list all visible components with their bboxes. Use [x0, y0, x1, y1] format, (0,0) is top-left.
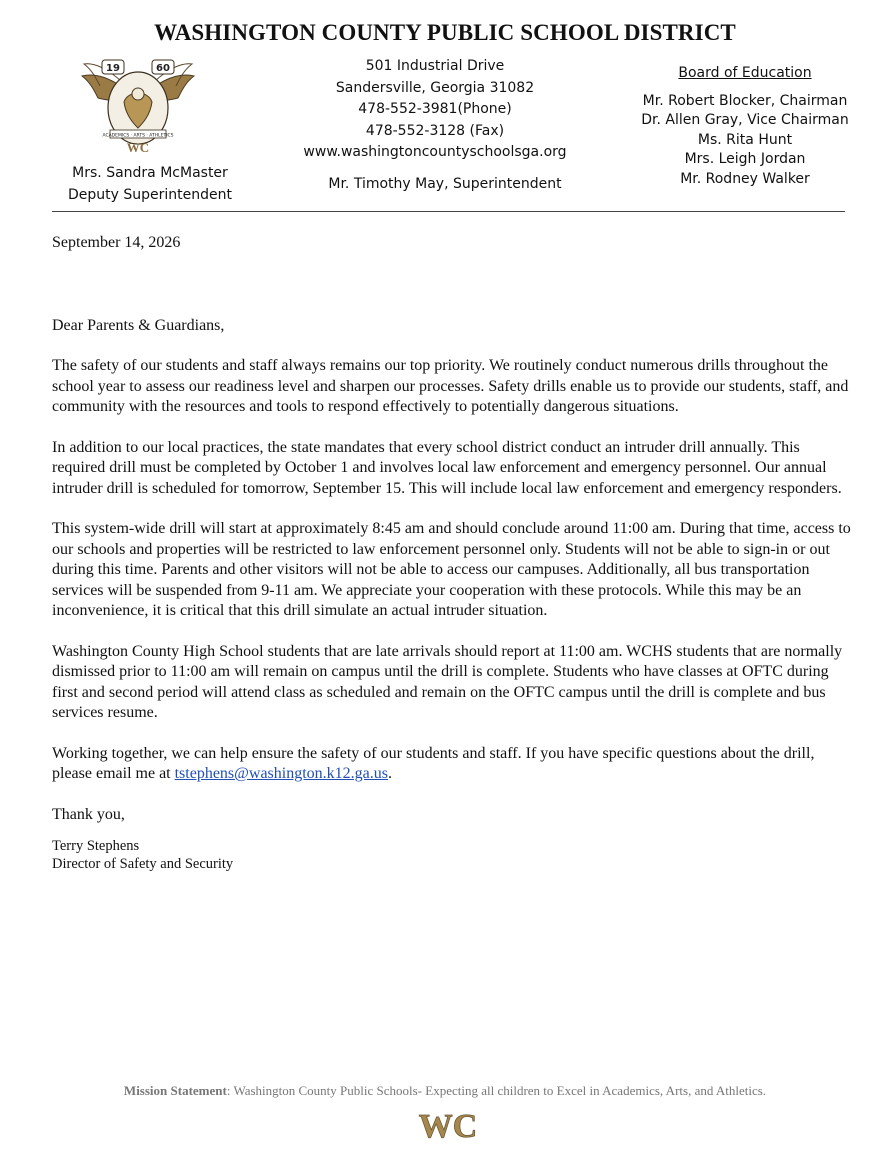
- letter-paragraph: The safety of our students and staff always remains our top priority. We routinely conduct numerous drills throughout the school year to assess our readiness level and sharpen our processes. Safety drills enable us to provide our students, staff, and community with the resources and tools to respond effectively to potentially dangerous situations.: [52, 357, 849, 415]
- board-member: Mr. Robert Blocker, Chairman: [642, 92, 848, 109]
- contact-email-link[interactable]: tstephens@washington.k12.ga.us: [174, 765, 388, 782]
- board-heading: Board of Education: [678, 65, 812, 81]
- mission-label: Mission Statement: [123, 1083, 227, 1098]
- letter-paragraph: This system-wide drill will start at approximately 8:45 am and should conclude around 11:00 am. During that time, access to our schools and properties will be restricted to law enforcement personnel only. Students will not be able to sign-in or out during this time. Parents and other visitors will not be able to access our campuses. Additionally, all bus transportation services will be suspended from 9-11 am. We appreciate your cooperation with these protocols. While this may be an inconvenience, it is critical that this drill simulate an actual intruder situation.: [52, 520, 851, 619]
- seal-monogram: WC: [126, 140, 150, 155]
- signer-title: Director of Safety and Security: [52, 856, 234, 872]
- eagle-head-icon: [132, 88, 144, 100]
- superintendent-line: Mr. Timothy May, Superintendent: [328, 176, 562, 192]
- closing-period: .: [388, 765, 392, 782]
- seal-year-right: 60: [156, 63, 170, 74]
- letter-paragraph: In addition to our local practices, the state mandates that every school district conduct an intruder drill annually. This required drill must be completed by October 1 and involves local law enforcement and emergency personnel. Our annual intruder drill is scheduled for tomorrow, September 15. This will include local law enforcement and emergency responders.: [52, 438, 842, 497]
- address-fax: 478-552-3128 (Fax): [365, 122, 505, 139]
- mission-text: : Washington County Public Schools- Expecting all children to Excel in Academics, Arts, and Athletics.: [226, 1083, 767, 1098]
- address-city: Sandersville, Georgia 31082: [335, 79, 535, 96]
- deputy-block: [50, 162, 250, 206]
- district-website: www.washingtoncountyschoolsga.org: [303, 144, 567, 160]
- district-seal-logo: [76, 50, 200, 162]
- footer-wc-logo: [412, 1103, 484, 1147]
- address-street: 501 Industrial Drive: [365, 58, 505, 74]
- board-member: Dr. Allen Gray, Vice Chairman: [641, 112, 849, 128]
- footer-monogram: WC: [418, 1108, 478, 1145]
- signature-block: [52, 837, 852, 873]
- board-member: Mrs. Leigh Jordan: [684, 151, 806, 167]
- mission-statement: [0, 1083, 890, 1099]
- letter-sign-off: Thank you,: [52, 805, 125, 823]
- letter-paragraph: Washington County High School students that are late arrivals should report at 11:00 am. WCHS students that are normally dismissed prior to 11:00 am will remain on campus until the drill is complete. Students who have classes at OFTC during first and second period will attend class as scheduled and remain on the OFTC campus until the drill is complete and bus services resume.: [52, 642, 843, 721]
- deputy-title: Deputy Superintendent: [68, 187, 232, 203]
- seal-banner-text: ACADEMICS · ARTS · ATHLETICS: [102, 133, 174, 139]
- district-address: [270, 56, 600, 164]
- district-title: WASHINGTON COUNTY PUBLIC SCHOOL DISTRICT: [154, 20, 736, 45]
- letter-closing-paragraph: [52, 744, 852, 785]
- letter-date: September 14, 2026: [52, 234, 181, 251]
- address-phone: 478-552-3981(Phone): [358, 101, 512, 117]
- seal-year-left: 19: [106, 63, 120, 74]
- header-divider: [52, 211, 845, 212]
- board-member: Ms. Rita Hunt: [697, 131, 793, 148]
- letter-salutation: Dear Parents & Guardians,: [52, 316, 225, 334]
- deputy-name: Mrs. Sandra McMaster: [72, 165, 228, 181]
- closing-text: Working together, we can help ensure the safety of our students and staff. If you have specific questions about the drill, please email me at: [52, 744, 815, 782]
- board-of-education: [620, 64, 870, 189]
- letter-body: [52, 233, 852, 873]
- signer-name: Terry Stephens: [52, 838, 140, 854]
- board-member: Mr. Rodney Walker: [680, 170, 810, 187]
